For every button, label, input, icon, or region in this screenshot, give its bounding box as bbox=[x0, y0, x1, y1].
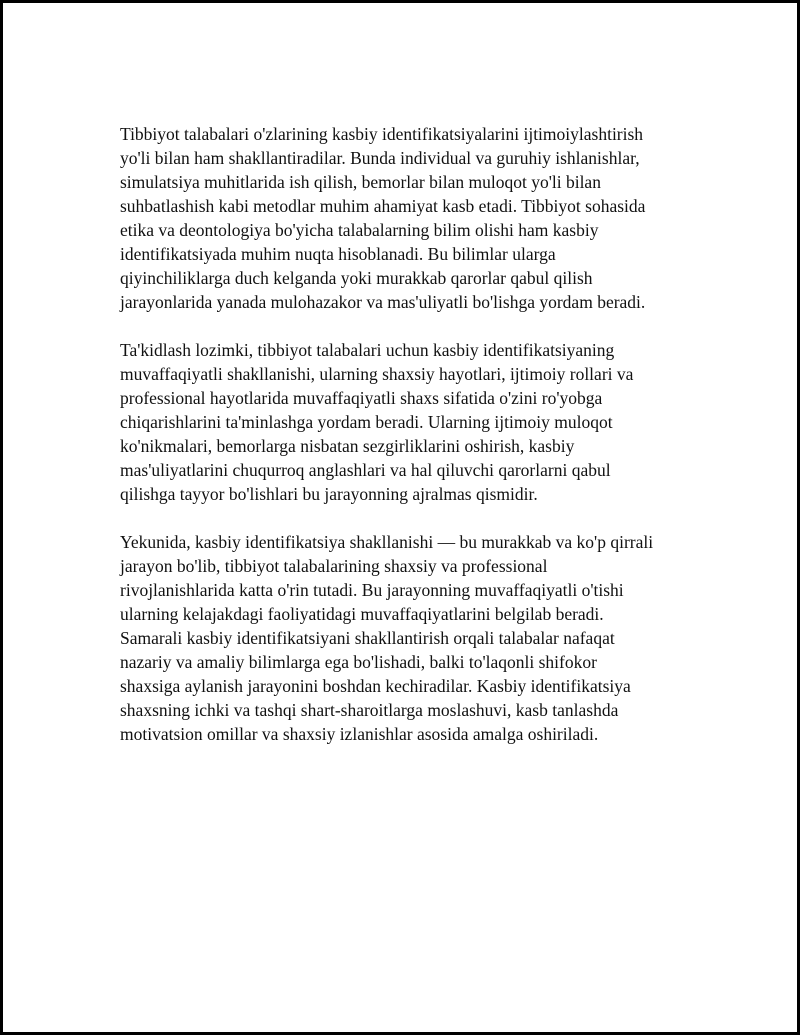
text-line: jarayon bo'lib, tibbiyot talabalarining shaxsiy va professional bbox=[120, 556, 548, 576]
paragraph-3 bbox=[120, 530, 700, 746]
text-line: chiqarishlarini ta'minlashga yordam beradi. Ularning ijtimoiy muloqot bbox=[120, 412, 613, 432]
text-line: qilishga tayyor bo'lishlari bu jarayonning ajralmas qismidir. bbox=[120, 484, 538, 504]
text-line: simulatsiya muhitlarida ish qilish, bemorlar bilan muloqot yo'li bilan bbox=[120, 172, 601, 192]
paragraph-2 bbox=[120, 338, 700, 506]
text-line: motivatsion omillar va shaxsiy izlanishlar asosida amalga oshiriladi. bbox=[120, 724, 599, 744]
text-line: qiyinchiliklarga duch kelganda yoki murakkab qarorlar qabul qilish bbox=[120, 268, 593, 288]
text-line: jarayonlarida yanada mulohazakor va mas'uliyatli bo'lishga yordam beradi. bbox=[120, 292, 646, 312]
text-line: Ta'kidlash lozimki, tibbiyot talabalari uchun kasbiy identifikatsiyaning bbox=[120, 340, 615, 360]
text-line: Yekunida, kasbiy identifikatsiya shakllanishi — bu murakkab va ko'p qirrali bbox=[120, 532, 654, 552]
text-line: identifikatsiyada muhim nuqta hisoblanadi. Bu bilimlar ularga bbox=[120, 244, 556, 264]
text-line: yo'li bilan ham shakllantiradilar. Bunda individual va guruhiy ishlanishlar, bbox=[120, 148, 640, 168]
text-line: etika va deontologiya bo'yicha talabalarning bilim olishi ham kasbiy bbox=[120, 220, 599, 240]
text-line: ko'nikmalari, bemorlarga nisbatan sezgirliklarini oshirish, kasbiy bbox=[120, 436, 575, 456]
document-body bbox=[120, 122, 700, 770]
text-line: ularning kelajakdagi faoliyatidagi muvaffaqiyatlarini belgilab beradi. bbox=[120, 604, 604, 624]
text-line: muvaffaqiyatli shakllanishi, ularning shaxsiy hayotlari, ijtimoiy rollari va bbox=[120, 364, 634, 384]
text-line: shaxsning ichki va tashqi shart-sharoitlarga moslashuvi, kasb tanlashda bbox=[120, 700, 619, 720]
text-line: rivojlanishlarida katta o'rin tutadi. Bu jarayonning muvaffaqiyatli o'tishi bbox=[120, 580, 624, 600]
text-line: Samarali kasbiy identifikatsiyani shakllantirish orqali talabalar nafaqat bbox=[120, 628, 615, 648]
paragraph-1 bbox=[120, 122, 700, 314]
text-line: shaxsiga aylanish jarayonini boshdan kechiradilar. Kasbiy identifikatsiya bbox=[120, 676, 631, 696]
text-line: mas'uliyatlarini chuqurroq anglashlari va hal qiluvchi qarorlarni qabul bbox=[120, 460, 611, 480]
text-line: Tibbiyot talabalari o'zlarining kasbiy identifikatsiyalarini ijtimoiylashtirish bbox=[120, 124, 644, 144]
text-line: professional hayotlarida muvaffaqiyatli shaxs sifatida o'zini ro'yobga bbox=[120, 388, 603, 408]
text-line: nazariy va amaliy bilimlarga ega bo'lishadi, balki to'laqonli shifokor bbox=[120, 652, 597, 672]
text-line: suhbatlashish kabi metodlar muhim ahamiyat kasb etadi. Tibbiyot sohasida bbox=[120, 196, 646, 216]
